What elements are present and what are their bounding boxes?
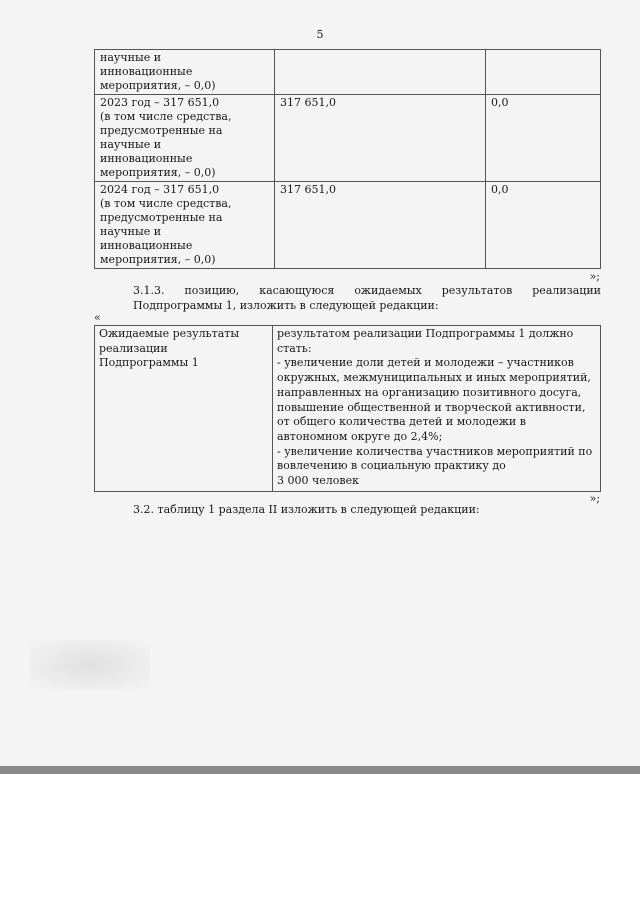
table-row <box>95 182 601 269</box>
other-cell: 0,0 <box>486 95 601 182</box>
table-row <box>95 326 601 492</box>
other-cell: 0,0 <box>486 182 601 269</box>
table-row <box>95 50 601 95</box>
results-table <box>94 325 601 492</box>
table-row <box>95 95 601 182</box>
finance-table <box>94 49 601 269</box>
results-label-cell: Ожидаемые результаты реализации Подпрограммы 1 <box>95 326 273 492</box>
results-content-cell: результатом реализации Подпрограммы 1 должно стать: - увеличение доли детей и молодежи – участников окружных, межмуниципальных и иных мероприятий, направленных на организацию позитивного досуга, повышение общественной и творческой активности, от общего количества детей и молодежи в автономном округе до 2,4%; - увеличение количества участников мероприятий по вовлечению в социальную практику до 3 000 человек <box>273 326 601 492</box>
year-cell: 2023 год – 317 651,0 (в том числе средства, предусмотренные на научные и инновационные мероприятия, – 0,0) <box>95 95 275 182</box>
closing-quote: »; <box>589 270 600 283</box>
paragraph-text: 3.2. таблицу 1 раздела II изложить в следующей редакции: <box>133 503 480 516</box>
paragraph-text: 3.1.3. позицию, касающуюся ожидаемых результатов реализации Подпрограммы 1, изложить в следующей редакции: <box>133 284 601 312</box>
amount-cell: 317 651,0 <box>275 95 486 182</box>
page-number: 5 <box>316 28 324 41</box>
closing-quote: »; <box>589 492 600 505</box>
opening-quote: « <box>94 311 101 324</box>
amount-cell <box>275 50 486 95</box>
paragraph-3-2 <box>94 502 601 517</box>
other-cell <box>486 50 601 95</box>
scan-smudge <box>30 640 150 690</box>
year-cell: 2024 год – 317 651,0 (в том числе средства, предусмотренные на научные и инновационные мероприятия, – 0,0) <box>95 182 275 269</box>
paragraph-3-1-3 <box>94 283 601 313</box>
amount-cell: 317 651,0 <box>275 182 486 269</box>
year-cell: научные и инновационные мероприятия, – 0,0) <box>95 50 275 95</box>
